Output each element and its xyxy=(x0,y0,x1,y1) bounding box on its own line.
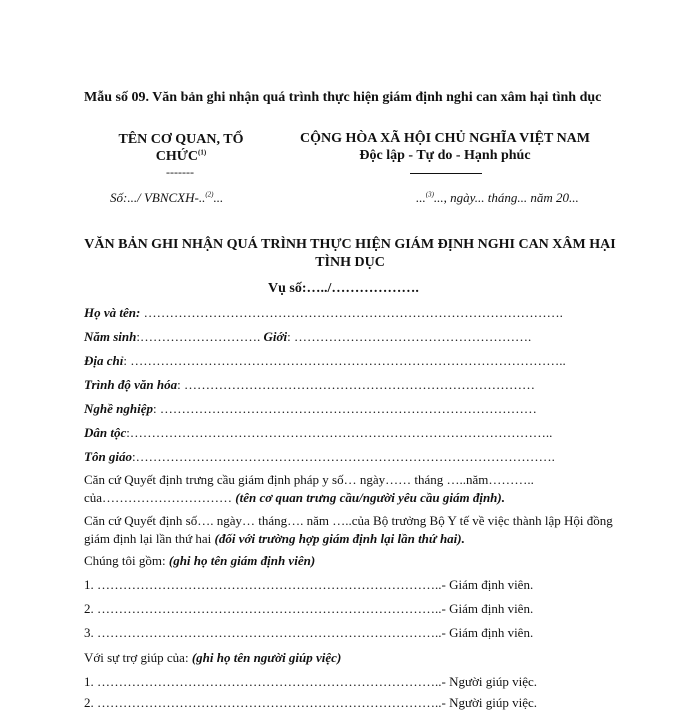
document-title: VĂN BẢN GHI NHẬN QUÁ TRÌNH THỰC HIỆN GIÁM ĐỊNH NGHI CAN XÂM HẠI TÌNH DỤC xyxy=(84,237,616,270)
full-name-blank: ……………………………………………………………………………………. xyxy=(140,305,563,320)
religion-label: Tôn giáo xyxy=(84,449,133,464)
examiner-line-1: 1. ……………………………………………………………………..- Giám định viên. xyxy=(84,577,534,592)
occupation-label: Nghề nghiệp xyxy=(84,401,153,416)
basis-2-note: (đối với trường hợp giám định lại lần thứ hai). xyxy=(214,531,465,546)
field-birth-gender xyxy=(84,329,531,345)
document-number xyxy=(110,190,223,206)
ethnicity-blank: :…………………………………………………………………………………….. xyxy=(126,425,553,440)
address-blank: : ……………………………………………………………………………………….. xyxy=(123,353,566,368)
basis-paragraph-2 xyxy=(84,512,614,548)
assistants-intro-text: Với sự trợ giúp của: xyxy=(84,650,192,665)
national-name: CỘNG HÒA XÃ HỘI CHỦ NGHĨA VIỆT NAM xyxy=(299,131,590,146)
assistants-intro xyxy=(84,650,341,666)
examiners-intro xyxy=(84,553,315,569)
motto-underline xyxy=(410,173,482,174)
place-footnote-ref: (3) xyxy=(425,190,434,199)
field-ethnicity xyxy=(84,425,552,441)
place-date-text: ..., ngày... tháng... năm 20... xyxy=(433,190,579,205)
document-number-suffix: ... xyxy=(213,190,224,205)
assistants-intro-note: (ghi họ tên người giúp việc) xyxy=(191,650,342,665)
field-religion xyxy=(84,449,555,465)
field-address xyxy=(84,353,566,369)
birth-year-label: Năm sinh xyxy=(84,329,137,344)
field-occupation xyxy=(84,401,537,417)
form-title: Mẫu số 09. Văn bản ghi nhận quá trình thực hiện giám định nghi can xâm hại tình dục xyxy=(84,90,602,105)
religion-blank: :……………………………………………………………………………………. xyxy=(132,449,555,464)
address-label: Địa chỉ xyxy=(84,353,124,368)
document-number-prefix: Số:.../ VBNCXH-.. xyxy=(110,190,206,205)
place-and-date xyxy=(416,190,579,206)
case-number: Vụ số:…../………………. xyxy=(268,281,419,296)
examiners-intro-text: Chúng tôi gồm: xyxy=(84,553,169,568)
full-name-label: Họ và tên: xyxy=(84,305,141,320)
document-number-footnote: (2) xyxy=(205,190,214,199)
gender-blank: : ………………………………………………. xyxy=(287,329,532,344)
examiner-line-2: 2. ……………………………………………………………………..- Giám định viên. xyxy=(84,601,534,616)
education-blank: : ……………………………………………………………………… xyxy=(177,377,535,392)
place-prefix: ... xyxy=(416,190,426,205)
gender-label: Giới xyxy=(260,329,288,344)
org-divider: ------- xyxy=(166,165,194,179)
assistant-line-2: 2. ……………………………………………………………………..- Người giúp việc. xyxy=(84,695,538,710)
examiner-line-3: 3. ……………………………………………………………………..- Giám định viên. xyxy=(84,625,534,640)
occupation-blank: : …………………………………………………………………………… xyxy=(152,401,537,416)
assistant-line-1: 1. ……………………………………………………………………..- Người giúp việc. xyxy=(84,674,538,689)
education-label: Trình độ văn hóa xyxy=(84,377,178,392)
ethnicity-label: Dân tộc xyxy=(84,425,127,440)
org-footnote-ref: (1) xyxy=(198,148,207,157)
basis-1-text: Căn cứ Quyết định trưng cầu giám định pháp y số… ngày…… tháng …..năm……….. của………………………… xyxy=(84,472,534,505)
basis-paragraph-1 xyxy=(84,471,614,507)
org-name xyxy=(96,131,266,165)
field-full-name xyxy=(84,305,563,321)
basis-2-text: Căn cứ Quyết định số…. ngày… tháng…. năm …..của Bộ trưởng Bộ Y tế về việc thành lập Hội đồng giám định lại lần thứ hai xyxy=(84,513,613,546)
birth-year-blank: :………………………. xyxy=(136,329,261,344)
national-motto: Độc lập - Tự do - Hạnh phúc xyxy=(359,148,531,163)
basis-1-note: (tên cơ quan trưng cầu/người yêu cầu giám định). xyxy=(235,490,505,505)
org-name-text: TÊN CƠ QUAN, TỔ CHỨC xyxy=(118,132,244,164)
examiners-intro-note: (ghi họ tên giám định viên) xyxy=(168,553,316,568)
field-education xyxy=(84,377,535,393)
